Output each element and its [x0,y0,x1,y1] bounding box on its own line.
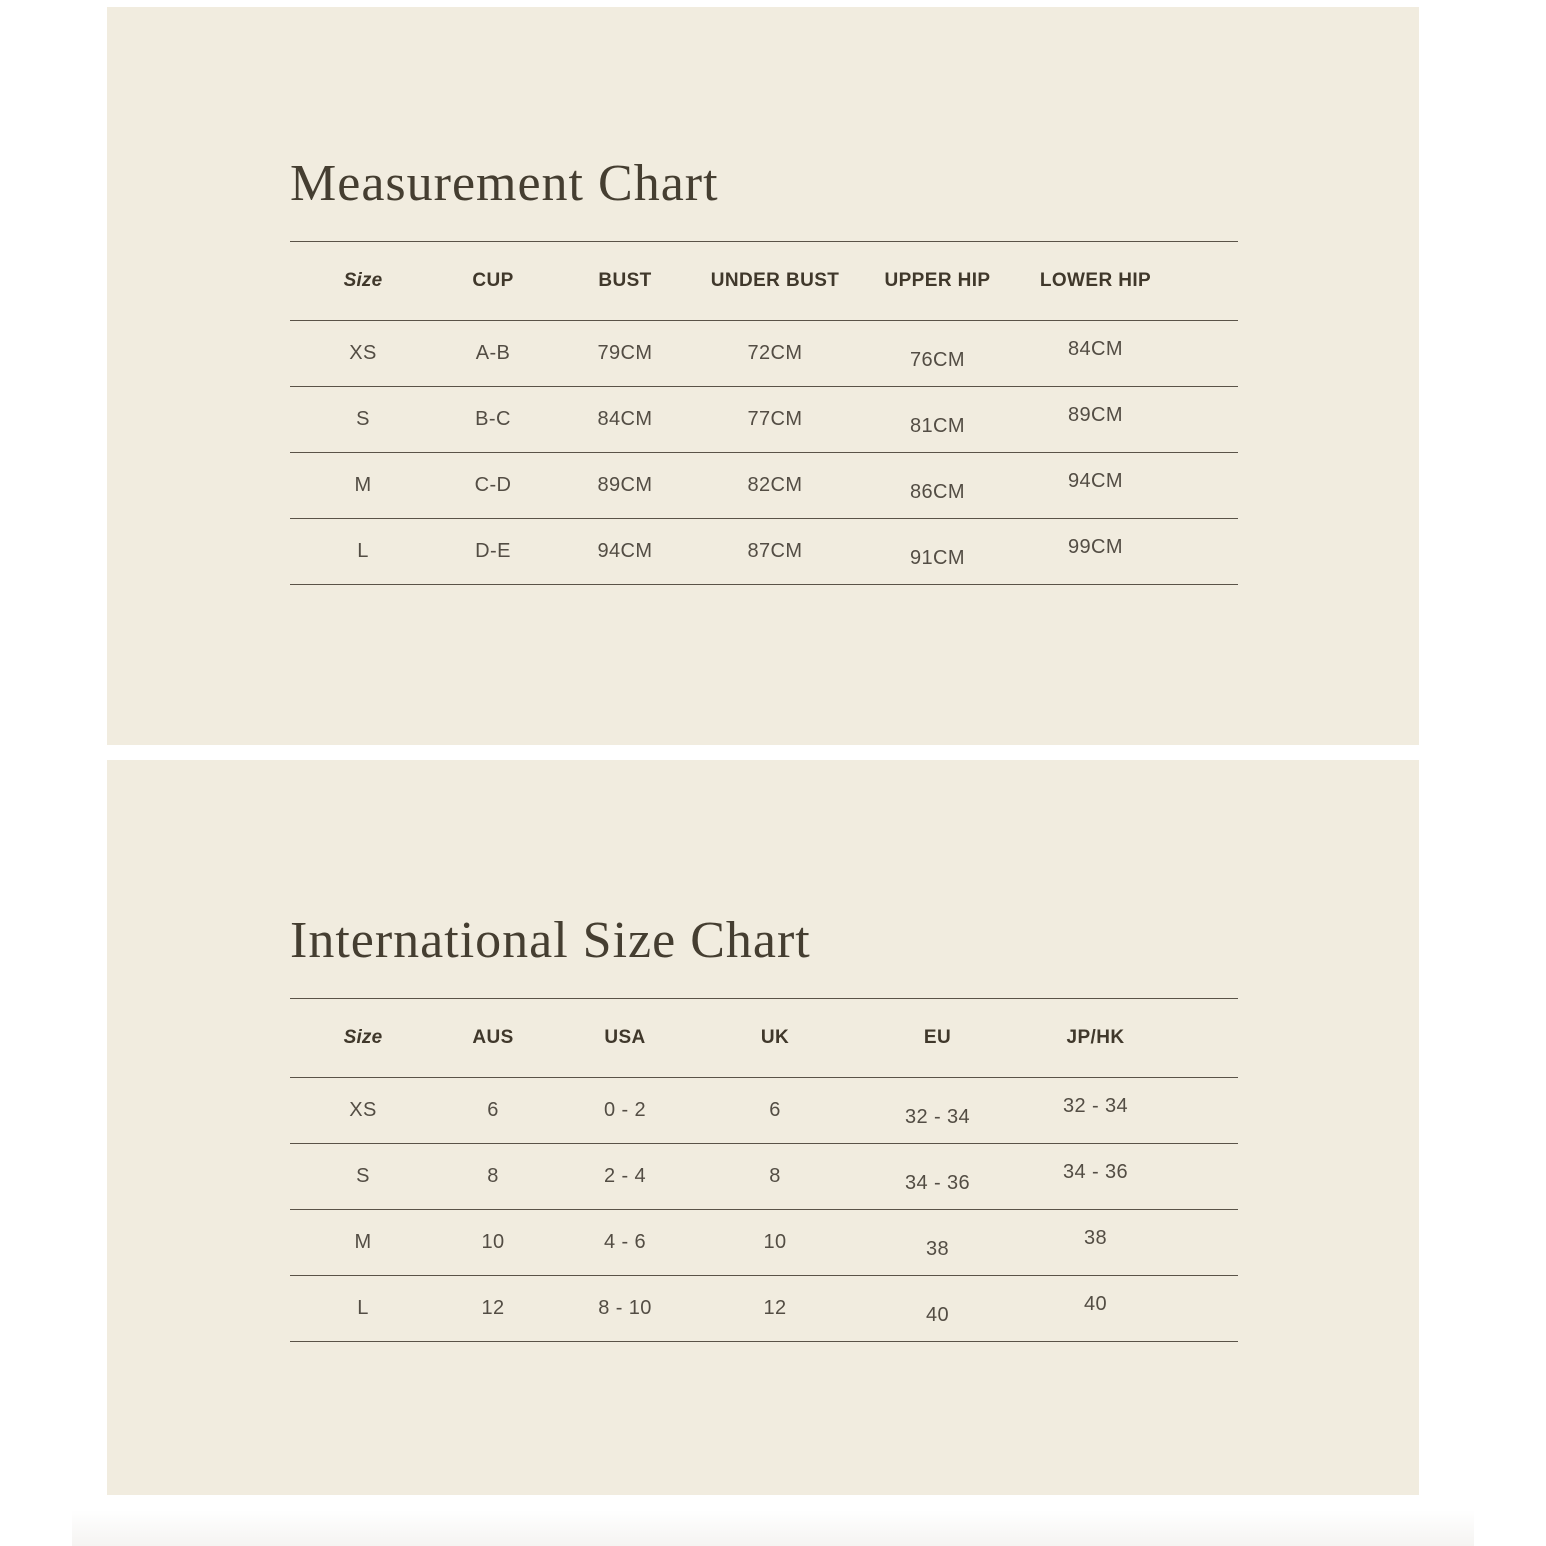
cell-bust: 84CM [597,408,653,431]
cell-uk: 8 [769,1165,781,1188]
cell-size: L [357,1297,369,1320]
cell-size: S [356,1165,370,1188]
cell-lower-hip: 94CM [1068,470,1123,493]
cell-aus: 10 [481,1231,505,1254]
cell-size: XS [349,342,377,365]
table-row-l [290,519,1238,585]
cell-usa: 8 - 10 [598,1297,652,1320]
cell-jphk: 32 - 34 [1062,1095,1129,1118]
cell-size: L [357,540,369,563]
column-header-size: Size [343,270,383,292]
cell-jphk: 34 - 36 [1062,1161,1129,1184]
cell-upper-hip: 76CM [910,349,965,372]
cell-usa: 2 - 4 [603,1165,647,1188]
cell-jphk: 40 [1083,1293,1108,1316]
table-row-xs [290,1078,1238,1144]
cell-usa: 0 - 2 [603,1099,647,1122]
cell-under-bust: 77CM [747,408,803,431]
cell-size: XS [349,1099,377,1122]
cell-aus: 8 [487,1165,499,1188]
cell-uk: 12 [763,1297,787,1320]
cell-size: M [354,1231,372,1254]
cell-usa: 4 - 6 [603,1231,647,1254]
table-row-s [290,1144,1238,1210]
cell-upper-hip: 91CM [910,547,965,570]
international-size-chart-panel [107,760,1419,1495]
cell-lower-hip: 89CM [1068,404,1123,427]
table-row-xs [290,321,1238,387]
column-header-lower-hip: LOWER HIP [1039,270,1152,292]
cell-size: S [356,408,370,431]
table-row-l [290,1276,1238,1342]
table-row-m [290,1210,1238,1276]
cell-bust: 94CM [597,540,653,563]
cell-upper-hip: 86CM [910,481,965,504]
international-size-chart-title: International Size Chart [290,912,811,969]
table-row-s [290,387,1238,453]
cell-cup: B-C [475,408,511,431]
column-header-bust: BUST [598,270,652,292]
cell-cup: D-E [475,540,511,563]
column-header-cup: CUP [472,270,514,292]
cell-eu: 38 [925,1238,950,1261]
cell-jphk: 38 [1083,1227,1108,1250]
cell-size: M [354,474,372,497]
cell-lower-hip: 84CM [1068,338,1123,361]
measurement-chart-title: Measurement Chart [290,155,719,212]
column-header-eu: EU [923,1027,952,1049]
column-header-size: Size [343,1027,383,1049]
measurement-chart-panel [107,7,1419,745]
cell-cup: C-D [474,474,512,497]
cell-upper-hip: 81CM [910,415,965,438]
column-header-jphk: JP/HK [1066,1027,1125,1049]
cell-eu: 32 - 34 [904,1106,971,1129]
cell-lower-hip: 99CM [1068,536,1123,559]
cell-aus: 6 [487,1099,499,1122]
column-header-uk: UK [760,1027,790,1049]
next-section-preview [72,1510,1474,1546]
cell-under-bust: 87CM [747,540,803,563]
measurement-header-row [290,242,1238,321]
cell-bust: 89CM [597,474,653,497]
column-header-aus: AUS [472,1027,514,1049]
international-size-chart-table [290,998,1238,1342]
table-row-m [290,453,1238,519]
column-header-upper-hip: UPPER HIP [884,270,991,292]
column-header-usa: USA [604,1027,646,1049]
cell-under-bust: 72CM [747,342,803,365]
cell-bust: 79CM [597,342,653,365]
column-header-under-bust: UNDER BUST [710,270,840,292]
cell-under-bust: 82CM [747,474,803,497]
cell-cup: A-B [475,342,511,365]
international-header-row [290,999,1238,1078]
measurement-chart-table [290,241,1238,585]
cell-eu: 40 [925,1304,950,1327]
cell-uk: 6 [769,1099,781,1122]
cell-eu: 34 - 36 [904,1172,971,1195]
cell-aus: 12 [481,1297,505,1320]
cell-uk: 10 [763,1231,787,1254]
